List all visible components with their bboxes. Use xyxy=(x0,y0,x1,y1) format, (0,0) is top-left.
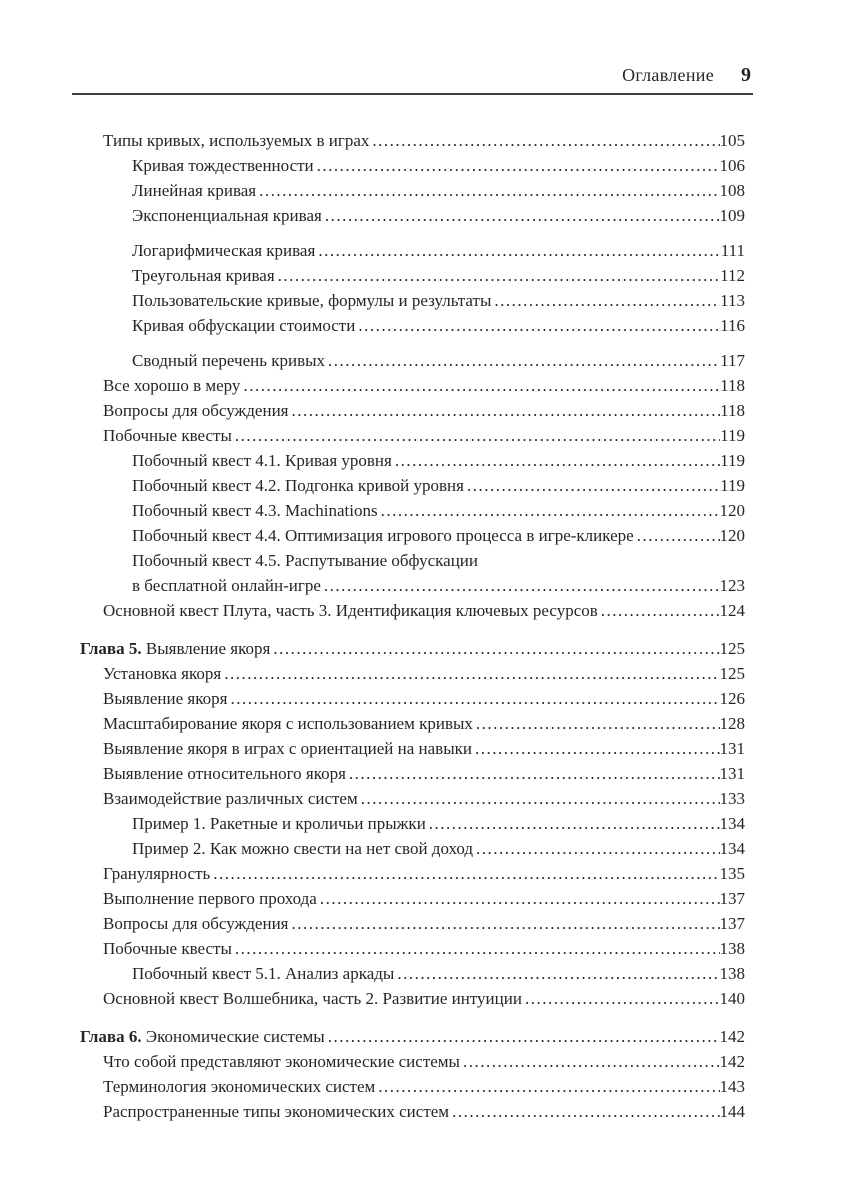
entry-page-number: 134 xyxy=(719,814,745,833)
entry-title: Побочный квест 4.1. Кривая уровня xyxy=(132,451,392,470)
toc-chapter-entry xyxy=(72,636,753,661)
toc-entry xyxy=(72,761,753,786)
dot-leader xyxy=(224,661,719,686)
entry-page-number: 133 xyxy=(719,789,745,808)
toc-entry xyxy=(72,523,753,548)
entry-title: Сводный перечень кривых xyxy=(132,351,326,370)
chapter-number-prefix: Глава 6. xyxy=(80,1027,146,1046)
toc-entry xyxy=(72,1049,753,1074)
chapter-number-prefix: Глава 5. xyxy=(80,639,146,658)
entry-title: Побочные квесты xyxy=(103,426,232,445)
toc-chapter-entry xyxy=(72,1024,753,1049)
entry-page-number: 116 xyxy=(720,316,745,335)
dot-leader xyxy=(475,736,720,761)
entry-title: Масштабирование якоря с использованием кривых xyxy=(103,714,473,733)
entry-title: Выявление относительного якоря xyxy=(103,764,346,783)
entry-page-number: 106 xyxy=(719,156,745,175)
entry-title: Линейная кривая xyxy=(132,181,257,200)
entry-page-number: 134 xyxy=(719,839,745,858)
entry-title: Кривая тождественности xyxy=(132,156,314,175)
dot-leader xyxy=(318,238,720,263)
dot-leader xyxy=(452,1099,719,1124)
toc-entry xyxy=(72,263,753,288)
entry-page-number: 137 xyxy=(719,889,745,908)
toc-entry xyxy=(72,203,753,228)
entry-title: Пользовательские кривые, формулы и результаты xyxy=(132,291,492,310)
entry-page-number: 142 xyxy=(719,1052,745,1071)
dot-leader xyxy=(243,373,720,398)
entry-title: Побочный квест 4.4. Оптимизация игрового процесса в игре-кликере xyxy=(132,526,634,545)
toc-entry xyxy=(72,573,753,598)
entry-title: Побочный квест 5.1. Анализ аркады xyxy=(132,964,395,983)
toc-entry xyxy=(72,711,753,736)
dot-leader xyxy=(324,573,720,598)
entry-page-number: 119 xyxy=(720,476,745,495)
dot-leader xyxy=(397,961,719,986)
toc-entry xyxy=(72,238,753,263)
toc-entry xyxy=(72,686,753,711)
entry-title: Гранулярность xyxy=(103,864,211,883)
toc-entry xyxy=(72,313,753,338)
toc-entry xyxy=(72,128,753,153)
toc-entry xyxy=(72,423,753,448)
toc-entry xyxy=(72,736,753,761)
toc-list xyxy=(72,95,753,1124)
toc-entry xyxy=(72,936,753,961)
toc-entry xyxy=(72,986,753,1011)
dot-leader xyxy=(213,861,719,886)
toc-entry xyxy=(72,886,753,911)
entry-page-number: 119 xyxy=(720,426,745,445)
dot-leader xyxy=(476,836,719,861)
entry-title: Взаимодействие различных систем xyxy=(103,789,358,808)
entry-page-number: 135 xyxy=(719,864,745,883)
entry-title: Вопросы для обсуждения xyxy=(103,401,289,420)
dot-leader xyxy=(378,1074,719,1099)
dot-leader xyxy=(358,313,720,338)
entry-page-number: 140 xyxy=(719,989,745,1008)
dot-leader xyxy=(317,153,720,178)
dot-leader xyxy=(601,598,720,623)
toc-entry xyxy=(72,398,753,423)
entry-page-number: 118 xyxy=(720,401,745,420)
toc-entry xyxy=(72,373,753,398)
toc-entry xyxy=(72,861,753,886)
dot-leader xyxy=(381,498,720,523)
toc-entry xyxy=(72,598,753,623)
entry-title: Терминология экономических систем xyxy=(103,1077,376,1096)
dot-leader xyxy=(525,986,720,1011)
toc-entry xyxy=(72,1099,753,1124)
entry-title: Треугольная кривая xyxy=(132,266,275,285)
toc-entry xyxy=(72,1074,753,1099)
entry-page-number: 123 xyxy=(719,576,745,595)
entry-title: Вопросы для обсуждения xyxy=(103,914,289,933)
entry-page-number: 126 xyxy=(719,689,745,708)
entry-title: Выявление якоря в играх с ориентацией на навыки xyxy=(103,739,472,758)
toc-entry xyxy=(72,178,753,203)
entry-page-number: 119 xyxy=(720,451,745,470)
entry-title: Побочный квест 4.5. Распутывание обфускации xyxy=(132,551,478,570)
entry-title: Выявление якоря xyxy=(103,689,228,708)
entry-page-number: 118 xyxy=(720,376,745,395)
entry-title: Побочный квест 4.2. Подгонка кривой уровня xyxy=(132,476,464,495)
entry-title: Типы кривых, используемых в играх xyxy=(103,131,370,150)
entry-page-number: 125 xyxy=(719,639,745,658)
entry-page-number: 120 xyxy=(719,526,745,545)
entry-page-number: 105 xyxy=(719,131,745,150)
dot-leader xyxy=(361,786,720,811)
entry-page-number: 125 xyxy=(719,664,745,683)
dot-leader xyxy=(467,473,720,498)
entry-title: Основной квест Плута, часть 3. Идентификация ключевых ресурсов xyxy=(103,601,598,620)
entry-page-number: 117 xyxy=(720,351,745,370)
entry-page-number: 137 xyxy=(719,914,745,933)
dot-leader xyxy=(278,263,720,288)
entry-page-number: 138 xyxy=(719,939,745,958)
entry-page-number: 128 xyxy=(719,714,745,733)
entry-title: Распространенные типы экономических систем xyxy=(103,1102,450,1121)
toc-entry xyxy=(72,548,753,573)
entry-page-number: 142 xyxy=(719,1027,745,1046)
dot-leader xyxy=(494,288,720,313)
dot-leader xyxy=(320,886,720,911)
entry-page-number: 131 xyxy=(719,764,745,783)
entry-page-number: 111 xyxy=(720,241,745,260)
entry-title: Побочные квесты xyxy=(103,939,232,958)
entry-page-number: 138 xyxy=(719,964,745,983)
toc-entry xyxy=(72,348,753,373)
entry-title: Пример 1. Ракетные и кроличьи прыжки xyxy=(132,814,426,833)
toc-entry xyxy=(72,498,753,523)
entry-page-number: 143 xyxy=(719,1077,745,1096)
toc-entry xyxy=(72,911,753,936)
toc-entry xyxy=(72,153,753,178)
entry-title: Экспоненциальная кривая xyxy=(132,206,322,225)
entry-title: Логарифмическая кривая xyxy=(132,241,316,260)
entry-title: Основной квест Волшебника, часть 2. Развитие интуиции xyxy=(103,989,522,1008)
entry-page-number: 144 xyxy=(719,1102,745,1121)
entry-title: Выполнение первого прохода xyxy=(103,889,317,908)
entry-page-number: 112 xyxy=(720,266,745,285)
toc-entry xyxy=(72,448,753,473)
dot-leader xyxy=(273,636,719,661)
dot-leader xyxy=(328,1024,720,1049)
entry-page-number: 131 xyxy=(719,739,745,758)
dot-leader xyxy=(372,128,719,153)
dot-leader xyxy=(291,911,719,936)
toc-entry xyxy=(72,473,753,498)
toc-entry xyxy=(72,811,753,836)
dot-leader xyxy=(230,686,719,711)
dot-leader xyxy=(395,448,720,473)
toc-entry xyxy=(72,961,753,986)
entry-title: Побочный квест 4.3. Machinations xyxy=(132,501,378,520)
entry-title: Кривая обфускации стоимости xyxy=(132,316,356,335)
entry-page-number: 108 xyxy=(719,181,745,200)
dot-leader xyxy=(476,711,720,736)
dot-leader xyxy=(235,936,720,961)
folio-page-number: 9 xyxy=(741,64,751,86)
entry-page-number: 120 xyxy=(719,501,745,520)
entry-title: Экономические системы xyxy=(145,1027,325,1046)
toc-entry xyxy=(72,288,753,313)
page-content xyxy=(72,0,753,1124)
dot-leader xyxy=(291,398,720,423)
page-header xyxy=(72,0,753,95)
toc-entry xyxy=(72,786,753,811)
entry-page-number: 109 xyxy=(719,206,745,225)
entry-title: Все хорошо в меру xyxy=(103,376,241,395)
toc-entry xyxy=(72,836,753,861)
dot-leader xyxy=(349,761,720,786)
entry-page-number: 113 xyxy=(720,291,745,310)
dot-leader xyxy=(235,423,720,448)
entry-title: Выявление якоря xyxy=(145,639,271,658)
entry-title: в бесплатной онлайн-игре xyxy=(132,576,321,595)
dot-leader xyxy=(463,1049,720,1074)
dot-leader xyxy=(637,523,720,548)
dot-leader xyxy=(429,811,720,836)
entry-title: Установка якоря xyxy=(103,664,222,683)
dot-leader xyxy=(328,348,720,373)
entry-title: Что собой представляют экономические системы xyxy=(103,1052,460,1071)
running-head: Оглавление xyxy=(622,65,714,85)
dot-leader xyxy=(325,203,720,228)
entry-page-number: 124 xyxy=(719,601,745,620)
entry-title: Пример 2. Как можно свести на нет свой доход xyxy=(132,839,474,858)
dot-leader xyxy=(259,178,719,203)
toc-entry xyxy=(72,661,753,686)
